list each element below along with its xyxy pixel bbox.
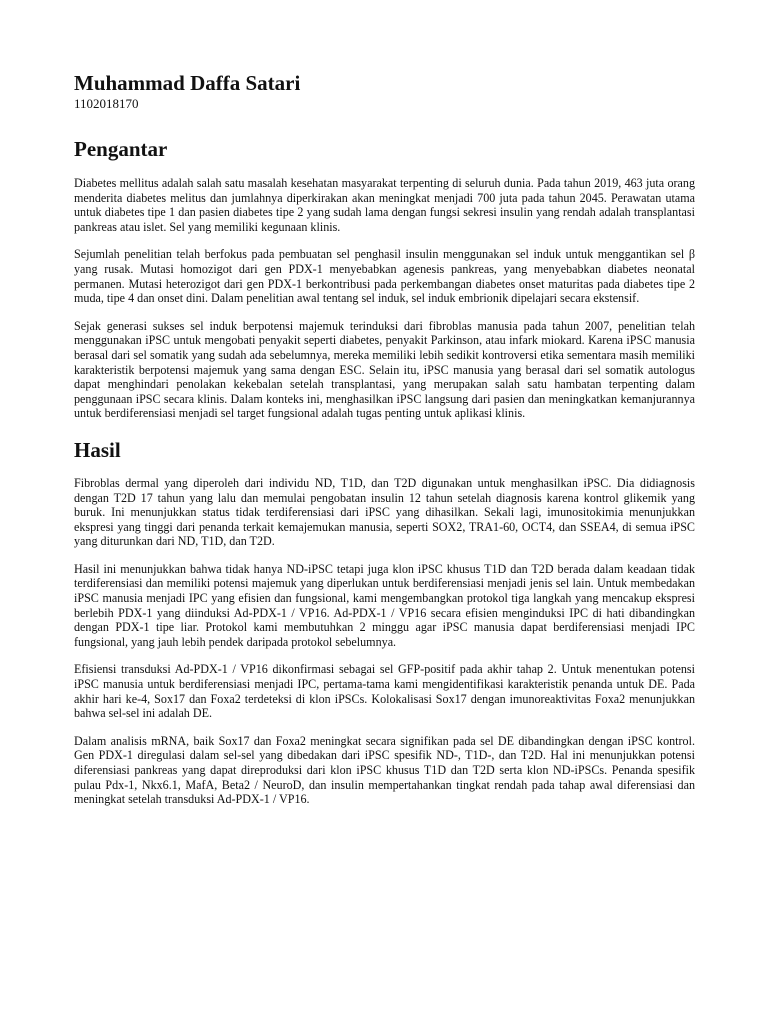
- paragraph: Sejumlah penelitian telah berfokus pada pembuatan sel penghasil insulin menggunakan sel induk untuk menggantikan sel β yang rusak. Mutasi homozigot dari gen PDX-1 menyebabkan agenesis pankreas, yang menyebabkan diabetes neonatal permanen. Mutasi heterozigot dari gen PDX-1 berkontribusi pada perkembangan diabetes onset maturitas pada diabetes tipe 2 muda, tipe 4 dan onset dini. Dalam penelitian awal tentang sel induk, sel induk embrionik dipelajari secara ekstensif.: [74, 247, 695, 306]
- paragraph: Efisiensi transduksi Ad-PDX-1 / VP16 dikonfirmasi sebagai sel GFP-positif pada akhir tahap 2. Untuk menentukan potensi iPSC manusia untuk berdiferensiasi menjadi IPC, pertama-tama kami mengidentifikasi karakteristik penanda untuk DE. Pada akhir hari ke-4, Sox17 dan Foxa2 terdeteksi di klon iPSCs. Kolokalisasi Sox17 dengan imunoreaktivitas Foxa2 menunjukkan bahwa sel-sel ini adalah DE.: [74, 662, 695, 721]
- author-name: Muhammad Daffa Satari: [74, 71, 301, 95]
- section-title-pengantar: Pengantar: [74, 137, 168, 161]
- section-pengantar: [74, 136, 695, 421]
- author-id: 1102018170: [74, 96, 139, 111]
- section-hasil: [74, 437, 695, 807]
- paragraph: Dalam analisis mRNA, baik Sox17 dan Foxa2 meningkat secara signifikan pada sel DE dibandingkan dengan iPSC kontrol. Gen PDX-1 diregulasi dalam sel-sel yang dibedakan dari iPSC spesifik ND-, T1D-, dan T2D. Hal ini menunjukkan potensi diferensiasi pankreas yang dapat direproduksi dari klon iPSC khusus T1D dan T2D serta klon ND-iPSCs. Penanda spesifik pulau Pdx-1, Nkx6.1, MafA, Beta2 / NeuroD, dan insulin mempertahankan tingkat rendah pada tahap awal diferensiasi dan meningkat setelah transduksi Ad-PDX-1 / VP16.: [74, 733, 695, 807]
- paragraph: Diabetes mellitus adalah salah satu masalah kesehatan masyarakat terpenting di seluruh dunia. Pada tahun 2019, 463 juta orang menderita diabetes melitus dan jumlahnya diperkirakan akan meningkat menjadi 700 juta pada tahun 2045. Perawatan utama untuk diabetes tipe 1 dan pasien diabetes tipe 2 yang sudah lama dengan fungsi sekresi insulin yang rendah adalah transplantasi pankreas atau islet. Sel yang memiliki kegunaan klinis.: [74, 176, 695, 234]
- paragraph: Sejak generasi sukses sel induk berpotensi majemuk terinduksi dari fibroblas manusia pada tahun 2007, penelitian telah menggunakan iPSC untuk mengobati penyakit seperti diabetes, penyakit Parkinson, atau infark miokard. Karena iPSC manusia berasal dari sel somatik yang sudah ada sebelumnya, mereka memiliki lebih sedikit kontroversi etika sementara masih memiliki karakteristik berpotensi majemuk yang sama dengan ESC. Selain itu, iPSC manusia yang berasal dari sel somatik autologus dapat menghindari penolakan kekebalan setelah transplantasi, yang merupakan salah satu hambatan terpenting dalam penggunaan iPSC secara klinis. Dalam konteks ini, menghasilkan iPSC langsung dari pasien dan meningkatkan kemanjurannya untuk berdiferensiasi menjadi sel target fungsional adalah tugas penting untuk aplikasi klinis.: [74, 318, 695, 421]
- paragraph: Fibroblas dermal yang diperoleh dari individu ND, T1D, dan T2D digunakan untuk menghasilkan iPSC. Dia didiagnosis dengan T2D 17 tahun yang lalu dan memulai pengobatan insulin 12 tahun setelah diagnosis karena kontrol glikemik yang buruk. Ini menunjukkan status tidak terdiferensiasi dari iPSC yang dihasilkan. Sekali lagi, imunositokimia menunjukkan ekspresi yang tinggi dari penanda terkait kemajemukan manusia, seperti SOX2, TRA1-60, OCT4, dan SSEA4, di semua iPSC yang diturunkan dari ND, T1D, dan T2D.: [74, 475, 695, 549]
- document-page: [74, 70, 695, 820]
- paragraph: Hasil ini menunjukkan bahwa tidak hanya ND-iPSC tetapi juga klon iPSC khusus T1D dan T2D berada dalam keadaan tidak terdiferensiasi dan memiliki potensi majemuk yang diperlukan untuk berdiferensiasi menjadi jenis sel lain. Untuk membedakan iPSC manusia menjadi IPC yang efisien dan fungsional, kami mengembangkan protokol tiga langkah yang mencakup ekspresi berlebih PDX-1 yang diinduksi Ad-PDX-1 / VP16. Ad-PDX-1 / VP16 secara efisien menginduksi IPC di hati dibandingkan dengan PDX-1 tipe liar. Protokol kami membutuhkan 2 minggu agar iPSC manusia dapat berdiferensiasi menjadi IPC fungsional, yang jauh lebih pendek daripada protokol sebelumnya.: [74, 561, 695, 649]
- section-title-hasil: Hasil: [74, 437, 121, 462]
